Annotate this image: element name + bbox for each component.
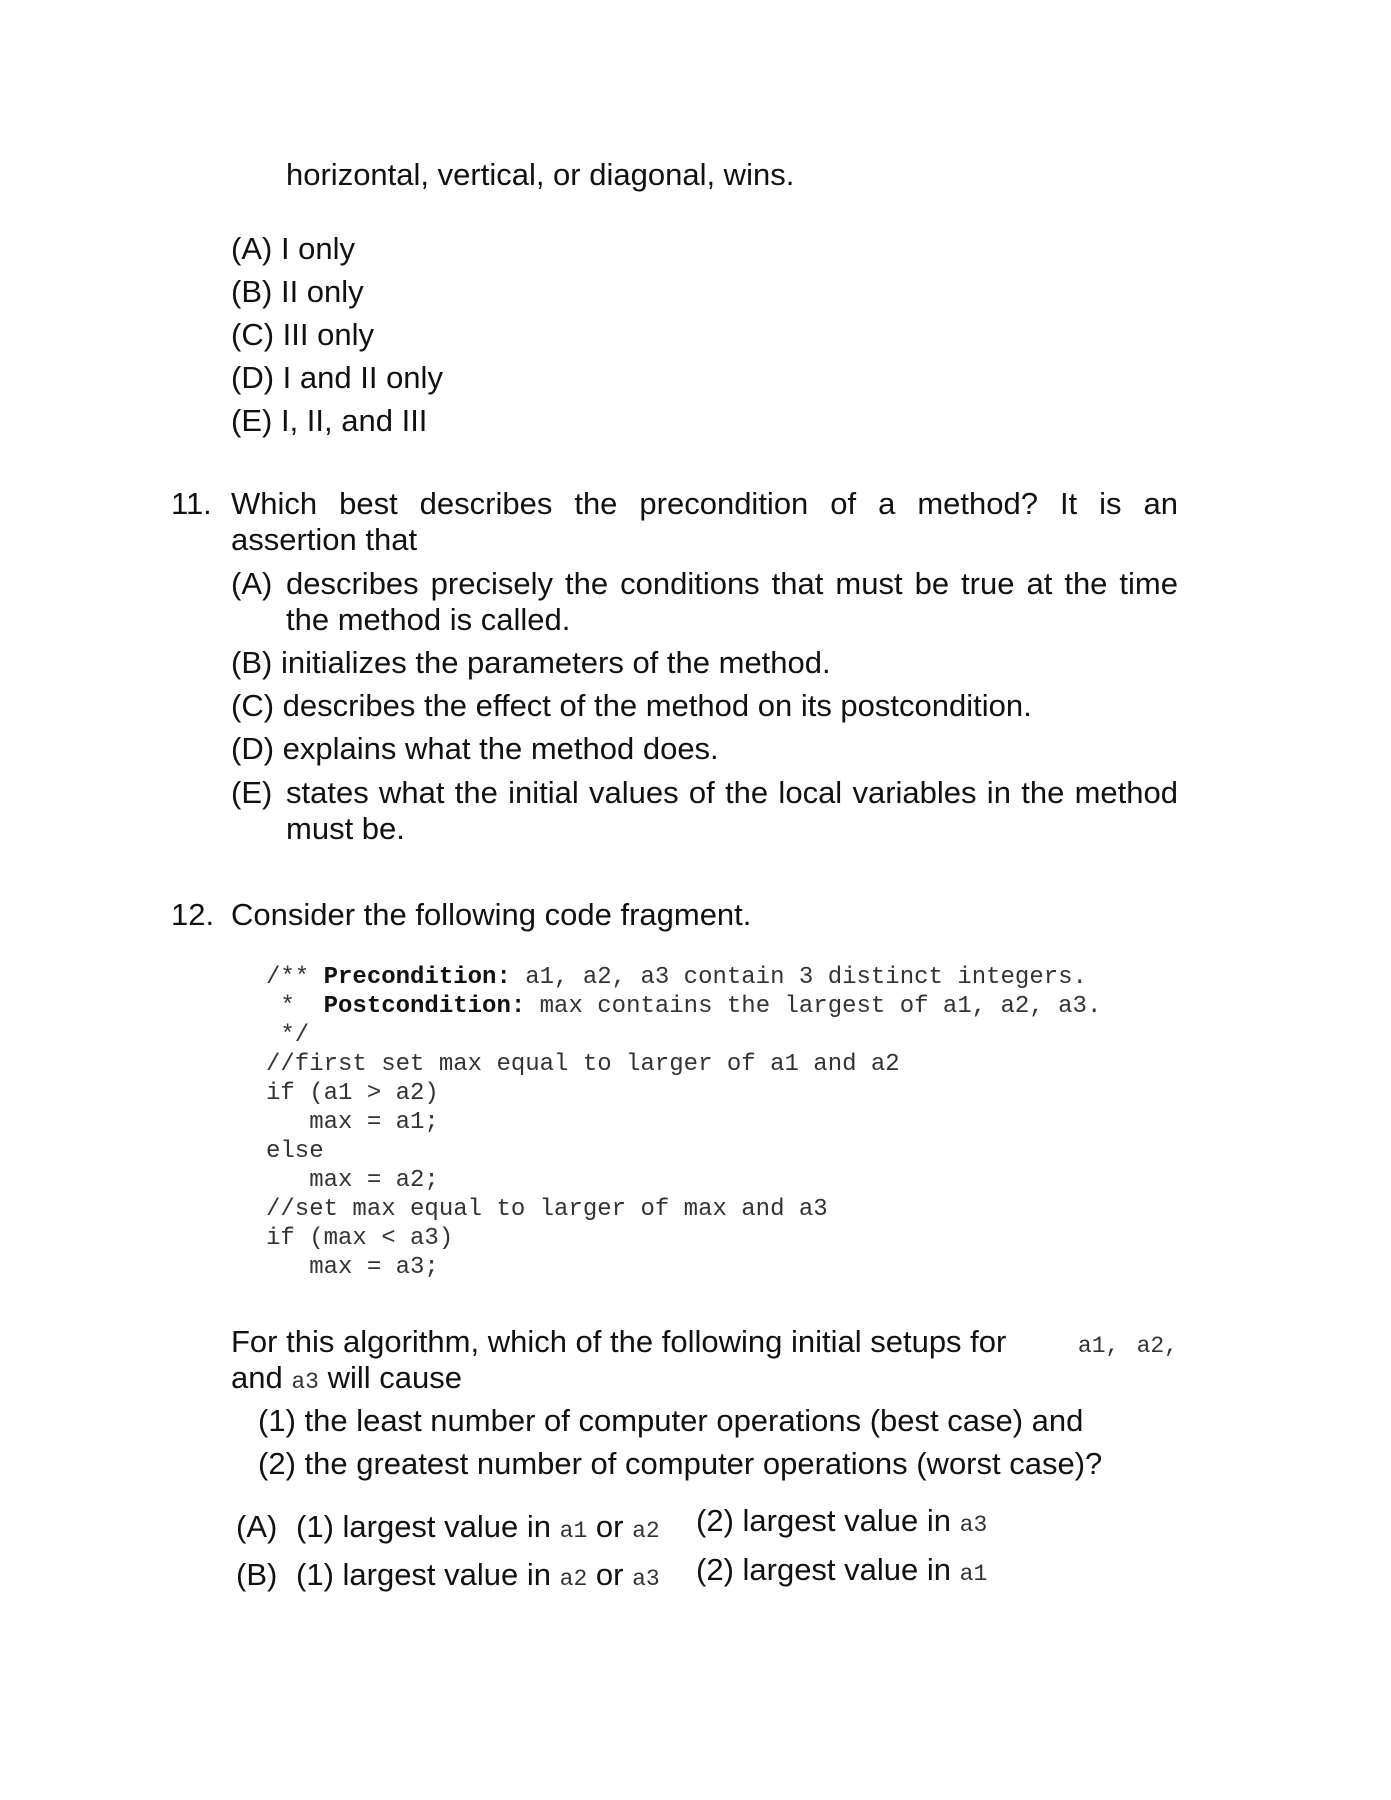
- q12-sub1: (1) the least number of computer operations (best case) and: [258, 1403, 1084, 1438]
- code-line: max = a2;: [266, 1167, 439, 1194]
- q10-option-d: (D) I and II only: [231, 360, 443, 395]
- code-line: if (a1 > a2): [266, 1080, 439, 1107]
- code-line: max = a3;: [266, 1254, 439, 1281]
- code-line: * Postcondition: max contains the largest of a1, a2, a3.: [266, 993, 1102, 1020]
- code-line: */: [266, 1022, 310, 1049]
- q12-question-line2: and a3 will cause: [231, 1360, 462, 1395]
- code-line: //first set max equal to larger of a1 and a2: [266, 1051, 900, 1078]
- q10-option-e: (E) I, II, and III: [231, 403, 428, 438]
- q10-continuation: horizontal, vertical, or diagonal, wins.: [286, 157, 795, 192]
- q10-option-a: (A) I only: [231, 231, 356, 266]
- q11-option-d: (D) explains what the method does.: [231, 731, 719, 766]
- q11-number: 11.: [171, 486, 212, 521]
- q11-option-a-line1: describes precisely the conditions that must be true at the time: [286, 566, 1178, 601]
- code-line: //set max equal to larger of max and a3: [266, 1196, 828, 1223]
- code-line: /** Precondition: a1, a2, a3 contain 3 distinct integers.: [266, 964, 1087, 991]
- code-line: if (max < a3): [266, 1225, 454, 1252]
- q11-option-e-line2: must be.: [286, 811, 405, 846]
- answer-part1: (1) largest value in a2 or a3: [296, 1557, 660, 1592]
- q11-stem-line2: assertion that: [231, 522, 418, 557]
- q10-option-b: (B) II only: [231, 274, 364, 309]
- q12-stem: Consider the following code fragment.: [231, 897, 752, 932]
- q12-sub2: (2) the greatest number of computer operations (worst case)?: [258, 1446, 1103, 1481]
- q11-option-b: (B) initializes the parameters of the method.: [231, 645, 831, 680]
- answer-part1: (1) largest value in a1 or a2: [296, 1509, 660, 1544]
- q11-option-a-line2: the method is called.: [286, 602, 571, 637]
- q11-option-c: (C) describes the effect of the method on its postcondition.: [231, 688, 1032, 723]
- q12-number: 12.: [171, 897, 215, 932]
- q11-option-a-letter: (A): [231, 566, 273, 601]
- code-block: [266, 963, 1101, 1282]
- q10-option-c: (C) III only: [231, 317, 374, 352]
- answer-letter: (B): [236, 1557, 278, 1592]
- answer-letter: (A): [236, 1509, 278, 1544]
- code-line: else: [266, 1138, 324, 1165]
- q12-question-line1: For this algorithm, which of the following initial setups for a1, a2,: [231, 1324, 1178, 1359]
- answer-part2: (2) largest value in a1: [696, 1552, 988, 1587]
- code-line: max = a1;: [266, 1109, 439, 1136]
- answer-part2: (2) largest value in a3: [696, 1503, 988, 1538]
- q11-option-e-line1: states what the initial values of the local variables in the method: [286, 775, 1178, 810]
- q11-option-e-letter: (E): [231, 775, 273, 810]
- q11-stem-line1: Which best describes the precondition of a method? It is an: [231, 486, 1178, 521]
